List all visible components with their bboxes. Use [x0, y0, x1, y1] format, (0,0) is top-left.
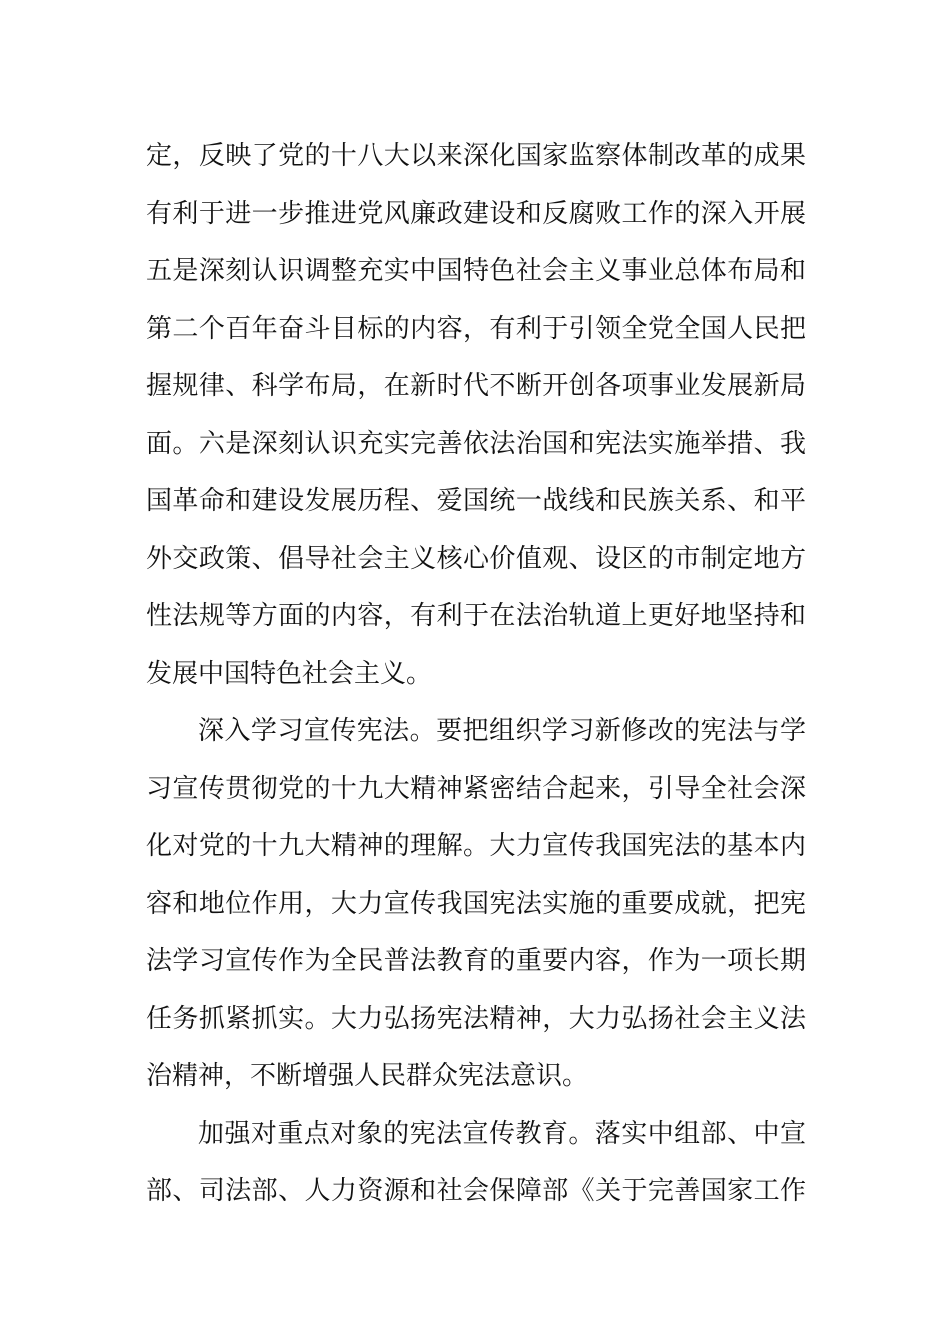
- text-line: 外交政策、倡导社会主义核心价值观、设区的市制定地方: [146, 543, 806, 574]
- paragraph-3: [146, 1106, 806, 1221]
- text-line: 性法规等方面的内容，有利于在法治轨道上更好地坚持和: [146, 601, 806, 631]
- text-line: 化对党的十九大精神的理解。大力宣传我国宪法的基本内: [146, 831, 806, 861]
- text-line: 法学习宣传作为全民普法教育的重要内容，作为一项长期: [146, 946, 806, 976]
- text-line: 加强对重点对象的宪法宣传教育。落实中组部、中宣: [198, 1118, 806, 1149]
- text-line: 握规律、科学布局，在新时代不断开创各项事业发展新局: [146, 371, 806, 401]
- text-line: 深入学习宣传宪法。要把组织学习新修改的宪法与学: [198, 716, 806, 746]
- text-line: 容和地位作用，大力宣传我国宪法实施的重要成就，把宪: [146, 888, 806, 919]
- document-body: [146, 128, 806, 1221]
- text-line: 国革命和建设发展历程、爱国统一战线和民族关系、和平: [146, 486, 806, 516]
- text-line: 部、司法部、人力资源和社会保障部《关于完善国家工作: [146, 1176, 806, 1206]
- text-line: 定，反映了党的十八大以来深化国家监察体制改革的成果: [146, 141, 806, 171]
- paragraph-1: [146, 128, 806, 703]
- text-line: 有利于进一步推进党风廉政建设和反腐败工作的深入开展: [146, 198, 806, 229]
- paragraph-2: [146, 703, 806, 1106]
- text-line: 第二个百年奋斗目标的内容，有利于引领全党全国人民把: [146, 313, 806, 344]
- text-line: 面。六是深刻认识充实完善依法治国和宪法实施举措、我: [146, 428, 806, 459]
- text-line: 发展中国特色社会主义。: [146, 658, 433, 689]
- text-line: 任务抓紧抓实。大力弘扬宪法精神，大力弘扬社会主义法: [146, 1003, 806, 1034]
- text-line: 五是深刻认识调整充实中国特色社会主义事业总体布局和: [146, 256, 806, 286]
- text-line: 习宣传贯彻党的十九大精神紧密结合起来，引导全社会深: [146, 773, 806, 804]
- text-line: 治精神，不断增强人民群众宪法意识。: [146, 1061, 589, 1091]
